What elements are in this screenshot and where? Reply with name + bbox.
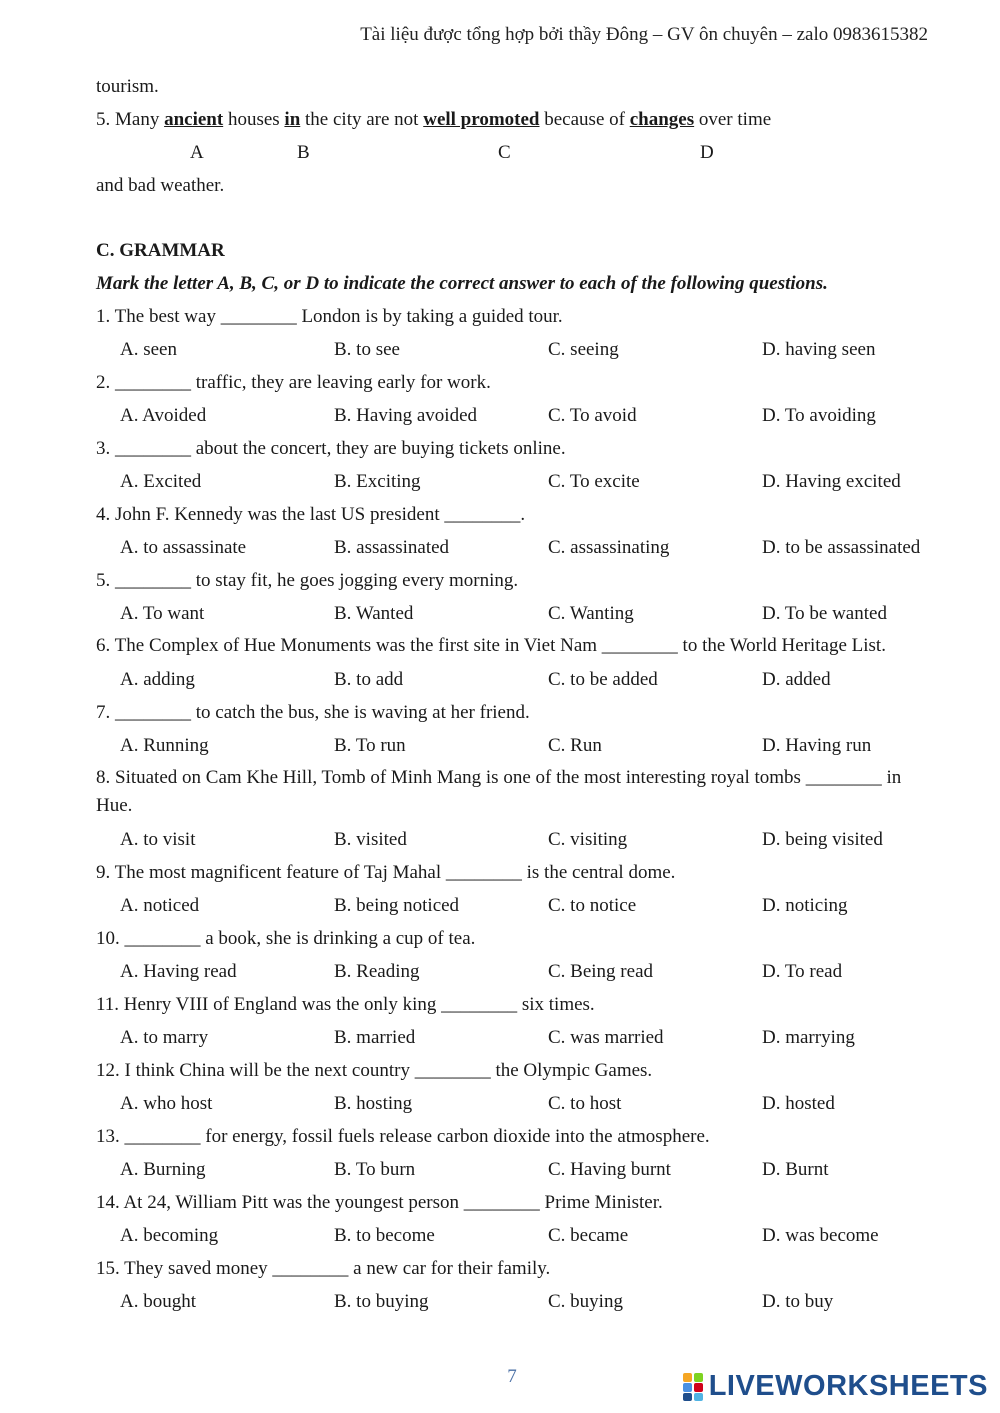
option-a: A. seen (120, 339, 177, 360)
option-a: A. To want (120, 603, 205, 624)
letter-a: A (190, 142, 204, 163)
option-d: D. To be wanted (762, 603, 887, 624)
option-d: D. noticing (762, 895, 848, 916)
option-a: A. Avoided (120, 405, 207, 426)
error-question-5: 5. Many ancient houses in the city are not well promoted because of changes over time (96, 109, 772, 130)
option-c: C. to host (548, 1093, 622, 1114)
option-a: A. adding (120, 669, 195, 690)
option-b: B. to add (334, 669, 404, 690)
options-row (96, 1219, 932, 1252)
option-c: C. was married (548, 1027, 664, 1048)
options-row (96, 729, 932, 762)
options-row (96, 663, 932, 696)
question-text: 5. ________ to stay fit, he goes jogging every morning. (96, 570, 519, 591)
options-row (96, 333, 932, 366)
option-a: A. to assassinate (120, 537, 247, 558)
option-c: C. Wanting (548, 603, 634, 624)
option-c: C. Being read (548, 961, 654, 982)
option-b: B. assassinated (334, 537, 450, 558)
option-d: D. marrying (762, 1027, 855, 1048)
options-row (96, 465, 932, 498)
option-b: B. Exciting (334, 471, 421, 492)
option-c: C. To avoid (548, 405, 637, 426)
option-a: A. becoming (120, 1225, 219, 1246)
option-a: A. Having read (120, 961, 237, 982)
option-c: C. visiting (548, 829, 628, 850)
option-d: D. Burnt (762, 1159, 829, 1180)
question-text: 12. I think China will be the next country ________ the Olympic Games. (96, 1060, 653, 1081)
question-text: 1. The best way ________ London is by taking a guided tour. (96, 306, 563, 327)
option-a: A. who host (120, 1093, 213, 1114)
option-b: B. to become (334, 1225, 435, 1246)
option-a: A. to marry (120, 1027, 209, 1048)
question-text: 2. ________ traffic, they are leaving early for work. (96, 372, 491, 393)
option-d: D. hosted (762, 1093, 835, 1114)
question-text: 8. Situated on Cam Khe Hill, Tomb of Minh Mang is one of the most interesting royal tombs ________ in Hue. (96, 767, 902, 816)
option-c: C. To excite (548, 471, 640, 492)
option-c: C. seeing (548, 339, 619, 360)
liveworksheets-logo-icon (683, 1373, 705, 1401)
option-c: C. Having burnt (548, 1159, 671, 1180)
option-b: B. Wanted (334, 603, 414, 624)
option-d: D. Having excited (762, 471, 901, 492)
underlined-a: ancient (164, 109, 224, 130)
option-c: C. assassinating (548, 537, 670, 558)
option-b: B. Having avoided (334, 405, 478, 426)
option-d: D. Having run (762, 735, 872, 756)
option-a: A. to visit (120, 829, 196, 850)
section-title: C. GRAMMAR (96, 240, 225, 261)
option-c: C. became (548, 1225, 629, 1246)
option-a: A. bought (120, 1291, 196, 1312)
options-row (96, 1021, 932, 1054)
option-c: C. to be added (548, 669, 658, 690)
options-row (96, 1153, 932, 1186)
option-b: B. To burn (334, 1159, 416, 1180)
page-number: 7 (507, 1366, 517, 1387)
options-row (96, 955, 932, 988)
option-a: A. noticed (120, 895, 200, 916)
instruction: Mark the letter A, B, C, or D to indicate the correct answer to each of the following questions. (96, 273, 828, 294)
option-b: B. visited (334, 829, 407, 850)
option-a: A. Running (120, 735, 209, 756)
option-d: D. having seen (762, 339, 876, 360)
letter-c: C (498, 142, 511, 163)
question-text: 7. ________ to catch the bus, she is waving at her friend. (96, 702, 530, 723)
error-letters-row (96, 136, 932, 169)
question-text: 13. ________ for energy, fossil fuels release carbon dioxide into the atmosphere. (96, 1126, 710, 1147)
option-a: A. Burning (120, 1159, 206, 1180)
option-d: D. added (762, 669, 831, 690)
option-d: D. was become (762, 1225, 879, 1246)
underlined-c: well promoted (423, 109, 540, 130)
question-text: 6. The Complex of Hue Monuments was the first site in Viet Nam ________ to the World Heritage List. (96, 635, 886, 656)
options-row (96, 1087, 932, 1120)
option-b: B. hosting (334, 1093, 413, 1114)
option-d: D. to buy (762, 1291, 834, 1312)
question-text: 4. John F. Kennedy was the last US president ________. (96, 504, 526, 525)
options-row (96, 823, 932, 856)
page-content (96, 70, 932, 1318)
options-row (96, 889, 932, 922)
option-d: D. to be assassinated (762, 537, 921, 558)
options-row (96, 531, 932, 564)
option-b: B. married (334, 1027, 416, 1048)
options-row (96, 597, 932, 630)
liveworksheets-watermark (683, 1370, 988, 1403)
question-text: 15. They saved money ________ a new car for their family. (96, 1258, 551, 1279)
option-b: B. To run (334, 735, 406, 756)
option-d: D. To read (762, 961, 843, 982)
option-d: D. To avoiding (762, 405, 876, 426)
option-c: C. Run (548, 735, 602, 756)
option-a: A. Excited (120, 471, 202, 492)
option-b: B. Reading (334, 961, 420, 982)
question-text: 9. The most magnificent feature of Taj Mahal ________ is the central dome. (96, 862, 676, 883)
options-row (96, 399, 932, 432)
question-text: 11. Henry VIII of England was the only king ________ six times. (96, 994, 595, 1015)
option-c: C. to notice (548, 895, 637, 916)
error-question-tail: and bad weather. (96, 175, 225, 196)
question-list (96, 300, 932, 1318)
question-text: 10. ________ a book, she is drinking a cup of tea. (96, 928, 476, 949)
option-c: C. buying (548, 1291, 623, 1312)
option-d: D. being visited (762, 829, 883, 850)
document-header: Tài liệu được tổng hợp bởi thầy Đông – GV ôn chuyên – zalo 0983615382 (360, 24, 928, 45)
underlined-b: in (284, 109, 301, 130)
watermark-text: LIVEWORKSHEETS (708, 1370, 988, 1402)
options-row (96, 1285, 932, 1318)
question-text: 14. At 24, William Pitt was the youngest person ________ Prime Minister. (96, 1192, 663, 1213)
option-b: B. to buying (334, 1291, 429, 1312)
letter-b: B (297, 142, 310, 163)
previous-question-tail: tourism. (96, 76, 159, 97)
underlined-d: changes (629, 109, 695, 130)
option-b: B. to see (334, 339, 400, 360)
option-b: B. being noticed (334, 895, 460, 916)
letter-d: D (700, 142, 714, 163)
question-text: 3. ________ about the concert, they are buying tickets online. (96, 438, 566, 459)
